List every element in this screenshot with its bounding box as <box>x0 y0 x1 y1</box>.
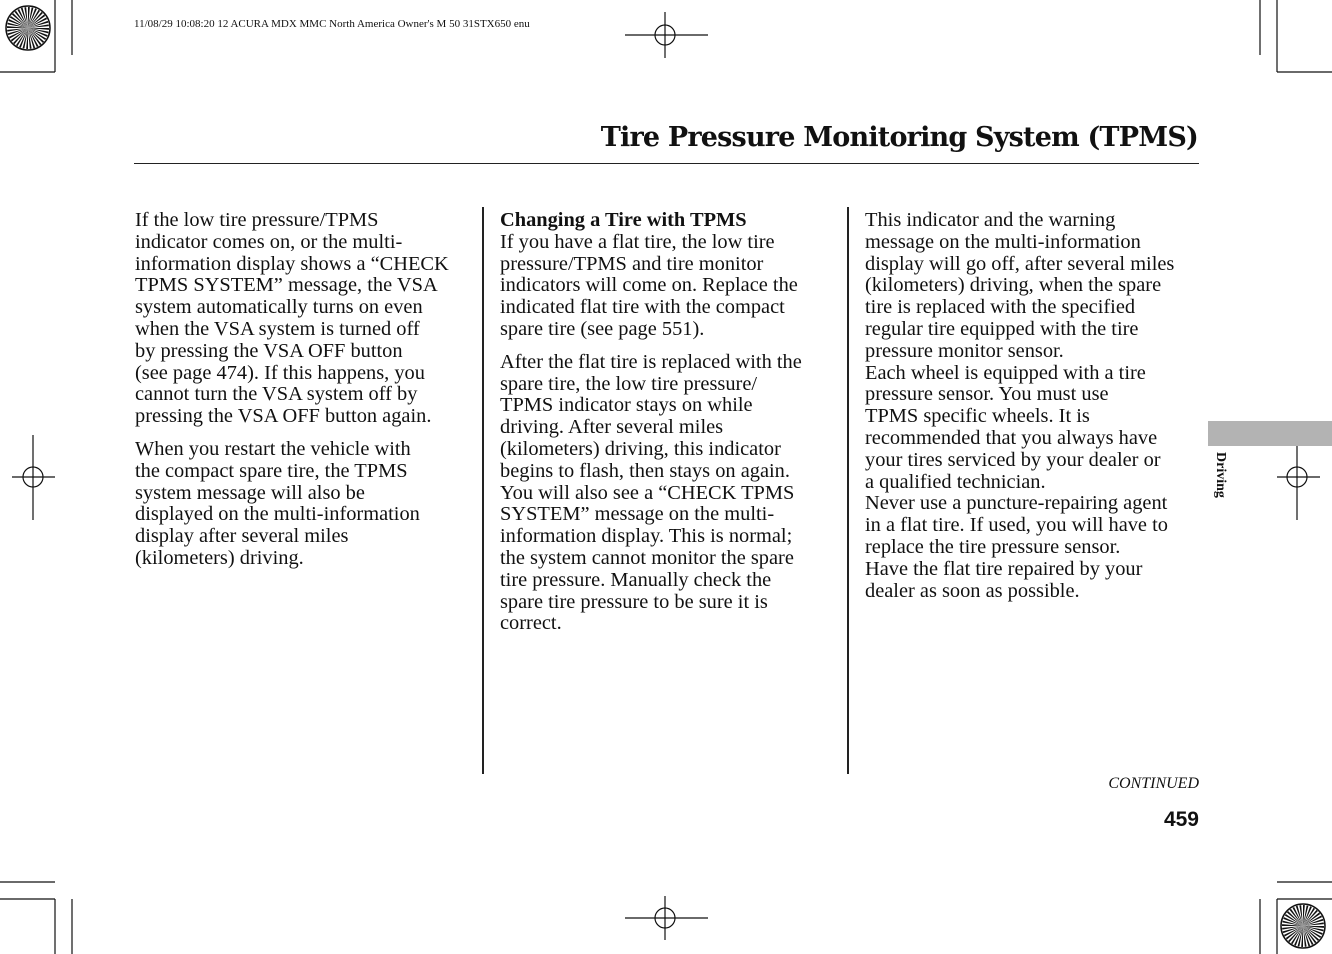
page-number: 459 <box>1163 808 1199 831</box>
section-tab-text: Driving <box>1213 452 1228 498</box>
text-column-1 <box>135 210 475 581</box>
registration-starburst-icon <box>6 6 50 50</box>
continued-label: CONTINUED <box>1108 775 1199 792</box>
paragraph: When you restart the vehicle with the compact spare tire, the TPMS system message will also be displayed on the multi-information display after several miles (kilometers) driving. <box>135 437 420 569</box>
text-column-2 <box>500 210 840 646</box>
column-divider <box>847 207 849 774</box>
print-metadata: 11/08/29 10:08:20 12 ACURA MDX MMC North America Owner's M 50 31STX650 enu <box>134 18 530 30</box>
title-rule <box>134 163 1199 164</box>
paragraph: After the flat tire is replaced with the spare tire, the low tire pressure/ TPMS indicator stays on while driving. After several miles (kilometers) driving, this indicator begins to flash, then stays on again. You will also see a “CHECK TPMS SYSTEM” message on the multi- information display. This is normal; the system cannot monitor the spare tire pressure. Manually check the spare tire pressure to be sure it is correct. <box>500 350 802 635</box>
section-tab <box>1208 421 1332 446</box>
paragraph: This indicator and the warning message on the multi-information display will go off, after several miles (kilometers) driving, when the spare tire is replaced with the specified regular tire equipped with the tire pressure monitor sensor. <box>865 209 1175 362</box>
registration-starburst-icon <box>1281 904 1325 948</box>
paragraph: Each wheel is equipped with a tire pressure sensor. You must use TPMS specific wheels. It is recommended that you always have your tires serviced by your dealer or a qualified technician. <box>865 361 1161 493</box>
text-column-3 <box>865 210 1205 602</box>
paragraph: If the low tire pressure/TPMS indicator comes on, or the multi- information display shows a “CHECK TPMS SYSTEM” message, the VSA system automatically turns on even when the VSA system is turned off by pressing the VSA OFF button (see page 474). If this happens, you cannot turn the VSA system off by pressing the VSA OFF button again. <box>135 209 449 428</box>
section-tab-label <box>1208 452 1232 522</box>
paragraph: If you have a flat tire, the low tire pressure/TPMS and tire monitor indicators will come on. Replace the indicated flat tire with the compact spare tire (see page 551). <box>500 230 798 340</box>
page-title: Tire Pressure Monitoring System (TPMS) <box>600 122 1198 153</box>
paragraph: Never use a puncture-repairing agent in a flat tire. If used, you will have to replace the tire pressure sensor. Have the flat tire repaired by your dealer as soon as possible. <box>865 492 1168 602</box>
section-heading: Changing a Tire with TPMS <box>500 209 747 231</box>
column-divider <box>482 207 484 774</box>
